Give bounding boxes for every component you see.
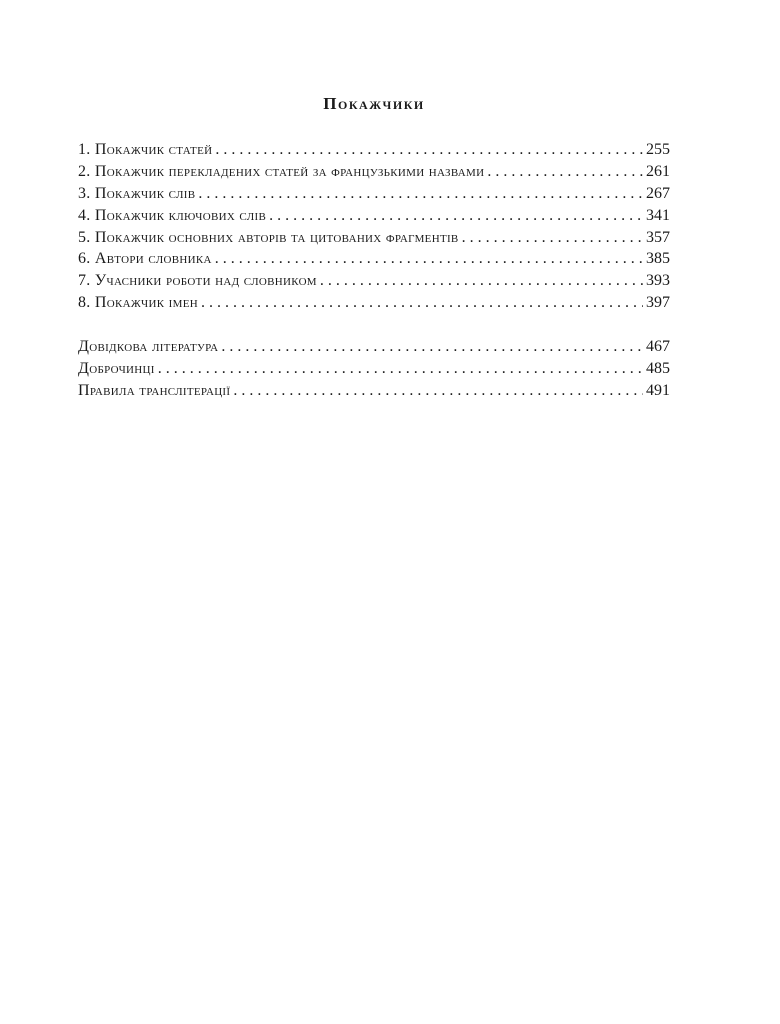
toc-entry-page: 357 bbox=[646, 228, 670, 246]
toc-entry-label: 2. Покажчик перекладених статей за французькими назвами bbox=[78, 162, 485, 180]
toc-dot-leader bbox=[221, 336, 643, 358]
toc-dot-leader bbox=[201, 292, 643, 314]
toc-dot-leader bbox=[198, 183, 643, 205]
toc-entry[interactable] bbox=[78, 227, 670, 249]
toc-entry-page: 393 bbox=[646, 272, 670, 290]
toc-entry-page: 397 bbox=[646, 294, 670, 312]
page-title: Покажчики bbox=[323, 94, 425, 113]
toc-entry[interactable] bbox=[78, 161, 670, 183]
toc-entry[interactable] bbox=[78, 248, 670, 270]
toc-entry[interactable] bbox=[78, 270, 670, 292]
toc-entry[interactable] bbox=[78, 380, 670, 402]
toc-entry-label: Довідкова література bbox=[78, 338, 219, 356]
toc-dot-leader bbox=[462, 227, 643, 249]
toc-entry[interactable] bbox=[78, 205, 670, 227]
toc-dot-leader bbox=[233, 380, 643, 402]
toc-appendix-list bbox=[78, 336, 670, 402]
toc-dot-leader bbox=[269, 205, 643, 227]
toc-entry-page: 467 bbox=[646, 338, 670, 356]
toc-entry-label: 7. Учасники роботи над словником bbox=[78, 272, 317, 290]
toc-dot-leader bbox=[158, 358, 643, 380]
toc-dot-leader bbox=[215, 139, 643, 161]
toc-page bbox=[78, 94, 670, 402]
toc-entry-label: Правила транслітерації bbox=[78, 381, 231, 399]
toc-entry[interactable] bbox=[78, 183, 670, 205]
toc-entry-page: 385 bbox=[646, 250, 670, 268]
toc-entry[interactable] bbox=[78, 336, 670, 358]
toc-entry[interactable] bbox=[78, 292, 670, 314]
toc-entry-label: 6. Автори словника bbox=[78, 250, 212, 268]
toc-entry-label: Доброчинці bbox=[78, 360, 155, 378]
toc-dot-leader bbox=[487, 161, 643, 183]
toc-entry-label: 3. Покажчик слів bbox=[78, 184, 196, 202]
toc-entry[interactable] bbox=[78, 358, 670, 380]
toc-entry-page: 267 bbox=[646, 184, 670, 202]
toc-entry-page: 255 bbox=[646, 141, 670, 158]
toc-entry-label: 4. Покажчик ключових слів bbox=[78, 206, 267, 224]
toc-entry[interactable] bbox=[78, 139, 670, 161]
toc-entry-label: 8. Покажчик імен bbox=[78, 294, 198, 312]
toc-dot-leader bbox=[215, 248, 643, 270]
toc-dot-leader bbox=[320, 270, 643, 292]
toc-entry-page: 485 bbox=[646, 360, 670, 378]
toc-numbered-list bbox=[78, 139, 670, 314]
toc-entry-label: 5. Покажчик основних авторів та цитованих фрагментів bbox=[78, 228, 459, 246]
toc-entry-page: 491 bbox=[646, 381, 670, 399]
toc-entry-page: 341 bbox=[646, 206, 670, 224]
toc-entry-label: 1. Покажчик статей bbox=[78, 141, 213, 158]
toc-entry-page: 261 bbox=[646, 162, 670, 180]
